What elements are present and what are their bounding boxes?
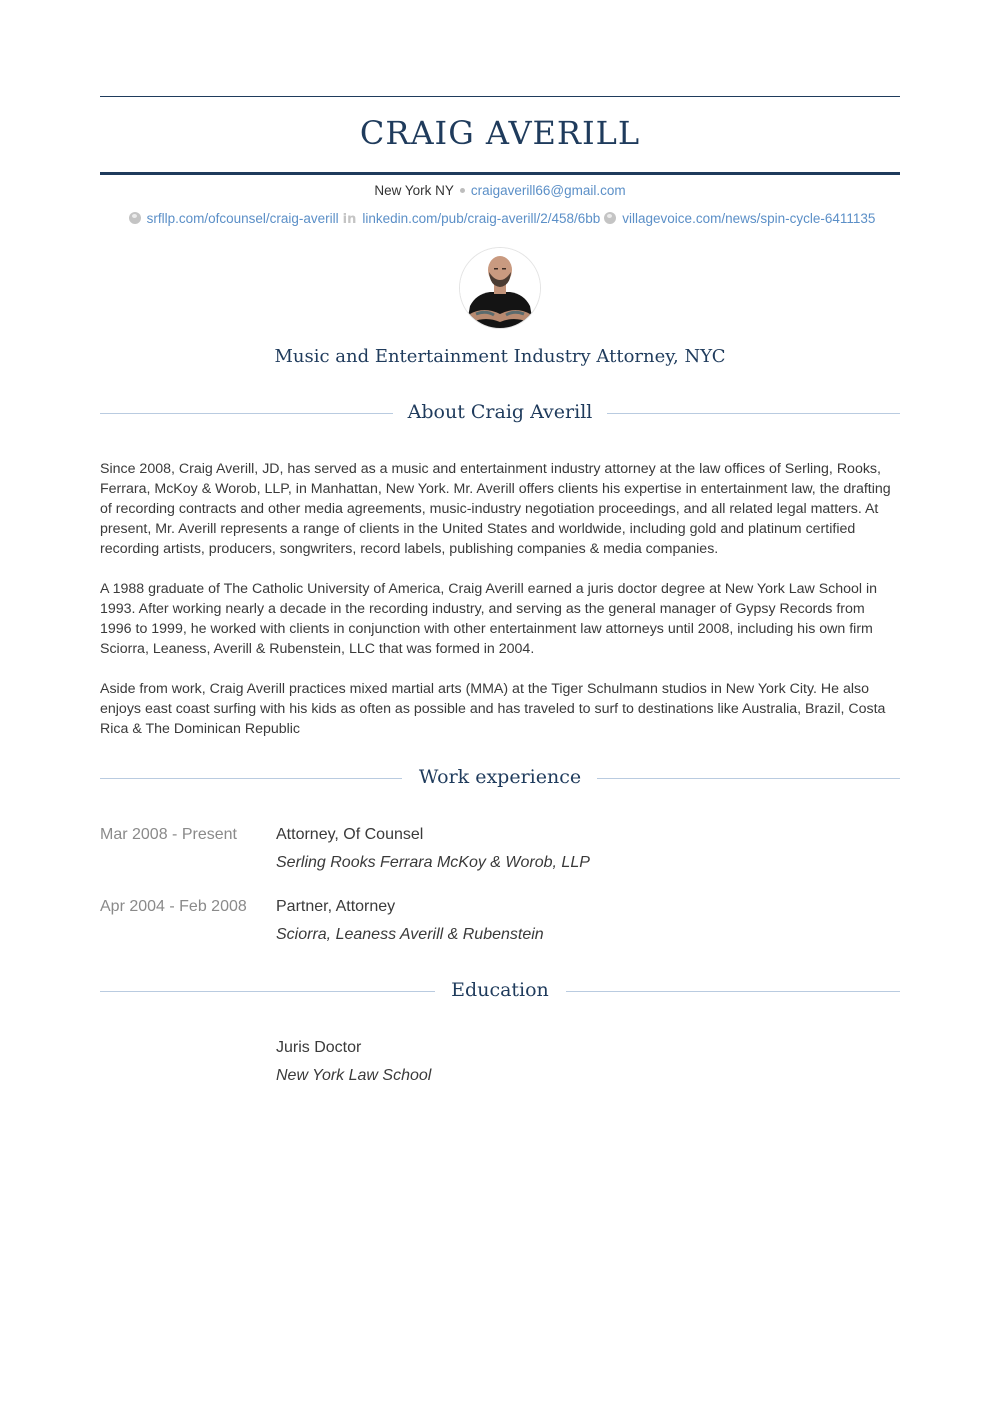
website-link[interactable]: srfllp.com/ofcounsel/craig-averill <box>146 211 339 226</box>
separator-dot-icon <box>460 188 465 193</box>
work-dates: Mar 2008 - Present <box>100 826 237 843</box>
professional-headline: Music and Entertainment Industry Attorney, NYC <box>274 346 726 367</box>
education-school: New York Law School <box>276 1067 432 1084</box>
section-divider-right <box>566 991 900 992</box>
work-organization: Serling Rooks Ferrara McKoy & Worob, LLP <box>276 854 590 871</box>
linkedin-icon: in <box>342 212 357 227</box>
article-link[interactable]: villagevoice.com/news/spin-cycle-6411135 <box>622 211 876 226</box>
email-link[interactable]: craigaverill66@gmail.com <box>470 183 626 198</box>
contact-line-links <box>100 209 900 230</box>
avatar <box>460 248 540 328</box>
globe-icon <box>129 212 141 224</box>
about-section-header <box>100 397 900 427</box>
education-section-header <box>100 975 900 1005</box>
header-top-rule <box>100 96 900 97</box>
about-paragraph: Since 2008, Craig Averill, JD, has served as a music and entertainment industry attorney at the law offices of Serling, Rooks, Ferrara, McKoy & Worob, LLP, in Manhattan, New York. Mr. Averill offers clients his expertise in entertainment law, the drafting of recording contracts and other media agreements, music-industry negotiation proceedings, and all related legal matters. At present, Mr. Averill represents a range of clients in the United States and worldwide, including gold and platinum certified recording artists, producers, songwriters, record labels, publishing companies & media companies. <box>100 461 891 557</box>
work-section-title: Work experience <box>418 766 582 788</box>
contact-line-primary <box>100 181 900 201</box>
work-role: Partner, Attorney <box>276 898 396 915</box>
work-section-header <box>100 762 900 792</box>
about-paragraph: A 1988 graduate of The Catholic University of America, Craig Averill earned a juris doctor degree at New York Law School in 1993. After working nearly a decade in the recording industry, and serving as the general manager of Gypsy Records from 1996 to 1999, he worked with clients in conjunction with other entertainment law attorneys until 2008, including his own firm Sciorra, Leaness, Averill & Rubenstein, LLC that was formed in 2004. <box>100 581 878 657</box>
work-dates: Apr 2004 - Feb 2008 <box>100 898 247 915</box>
education-section-title: Education <box>451 979 549 1001</box>
about-paragraph: Aside from work, Craig Averill practices mixed martial arts (MMA) at the Tiger Schulmann studios in New York City. He also enjoys east coast surfing with his kids as often as possible and has traveled to surf to destinations like Australia, Brazil, Costa Rica & The Dominican Republic <box>100 681 886 737</box>
location-text: New York NY <box>374 183 454 198</box>
work-role: Attorney, Of Counsel <box>276 826 424 843</box>
section-divider-right <box>597 778 900 779</box>
header-bottom-rule <box>100 172 900 175</box>
candidate-name: CRAIG AVERILL <box>359 114 641 152</box>
work-organization: Sciorra, Leaness Averill & Rubenstein <box>276 926 544 943</box>
avatar-portrait-image <box>460 248 540 328</box>
linkedin-link[interactable]: linkedin.com/pub/craig-averill/2/458/6bb <box>362 211 601 226</box>
section-divider-right <box>607 413 900 414</box>
globe-icon <box>604 212 616 224</box>
about-section-title: About Craig Averill <box>407 401 593 423</box>
education-degree: Juris Doctor <box>276 1039 362 1056</box>
